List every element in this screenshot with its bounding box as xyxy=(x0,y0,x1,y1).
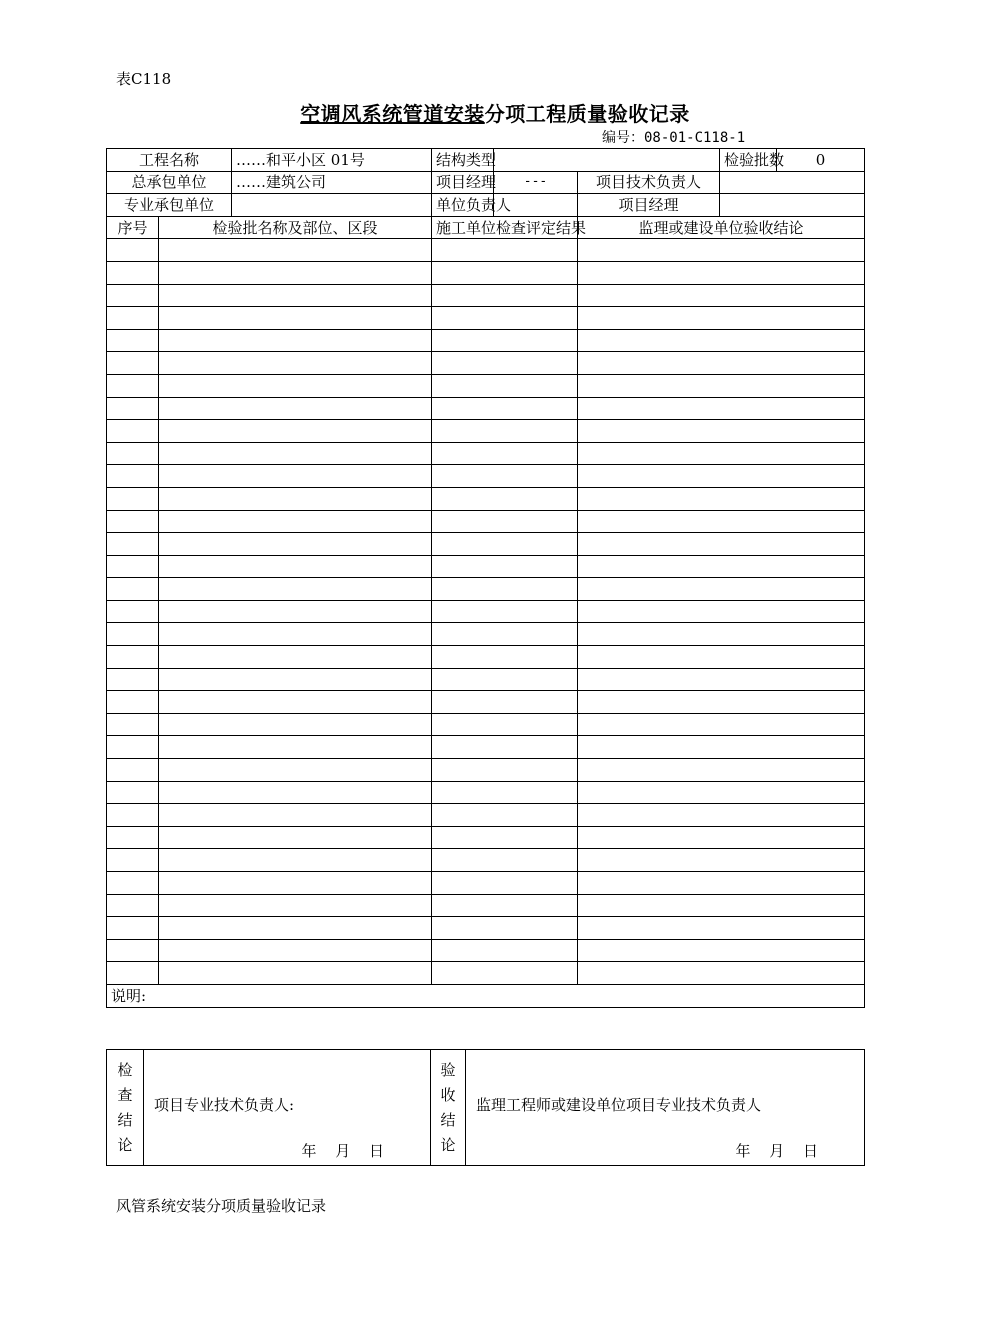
row-seq-cell[interactable] xyxy=(107,420,159,443)
row-seq-cell[interactable] xyxy=(107,510,159,533)
project-name-label: 工程名称 xyxy=(107,149,232,172)
inspection-signer-label: 项目专业技术负责人: xyxy=(154,1096,295,1114)
tech-lead-label: 项目技术负责人 xyxy=(578,171,720,194)
row-construction-result-cell[interactable] xyxy=(432,578,578,601)
row-construction-result-cell[interactable] xyxy=(432,917,578,940)
vertical-char: 检 xyxy=(117,1061,133,1079)
table-row xyxy=(107,939,865,962)
row-batch-name-cell[interactable] xyxy=(159,600,432,623)
row-seq-cell[interactable] xyxy=(107,939,159,962)
row-construction-result-cell[interactable] xyxy=(432,668,578,691)
row-seq-cell[interactable] xyxy=(107,442,159,465)
structure-type-field[interactable] xyxy=(494,149,720,172)
row-seq-cell[interactable] xyxy=(107,374,159,397)
table-row xyxy=(107,781,865,804)
table-row xyxy=(107,646,865,669)
row-supervision-result-cell[interactable] xyxy=(578,691,865,714)
vertical-char: 验 xyxy=(440,1061,456,1079)
row-seq-cell[interactable] xyxy=(107,533,159,556)
row-supervision-result-cell[interactable] xyxy=(578,962,865,985)
row-construction-result-cell[interactable] xyxy=(432,329,578,352)
table-row xyxy=(107,962,865,985)
row-supervision-result-cell[interactable] xyxy=(578,646,865,669)
row-supervision-result-cell[interactable] xyxy=(578,420,865,443)
row-construction-result-cell[interactable] xyxy=(432,442,578,465)
row-supervision-result-cell[interactable] xyxy=(578,284,865,307)
project-manager-field[interactable]: --- xyxy=(494,171,578,194)
row-construction-result-cell[interactable] xyxy=(432,374,578,397)
row-supervision-result-cell[interactable] xyxy=(578,600,865,623)
project-manager-label: 项目经理 xyxy=(432,171,494,194)
inspection-conclusion-area[interactable] xyxy=(144,1050,431,1166)
row-supervision-result-cell[interactable] xyxy=(578,804,865,827)
row-construction-result-cell[interactable] xyxy=(432,465,578,488)
general-contractor-field[interactable]: ……建筑公司 xyxy=(232,171,432,194)
row-construction-result-cell[interactable] xyxy=(432,397,578,420)
table-row xyxy=(107,261,865,284)
row-batch-name-cell[interactable] xyxy=(159,759,432,782)
document-number-value: 08-01-C118-1 xyxy=(644,130,746,146)
acceptance-signer-label: 监理工程师或建设单位项目专业技术负责人 xyxy=(476,1096,762,1114)
row-batch-name-cell[interactable] xyxy=(159,668,432,691)
structure-type-label: 结构类型 xyxy=(432,149,494,172)
table-row xyxy=(107,917,865,940)
row-seq-cell[interactable] xyxy=(107,646,159,669)
row-batch-name-cell[interactable] xyxy=(159,578,432,601)
row-supervision-result-cell[interactable] xyxy=(578,917,865,940)
acceptance-conclusion-area[interactable] xyxy=(466,1050,865,1166)
row-seq-cell[interactable] xyxy=(107,826,159,849)
row-supervision-result-cell[interactable] xyxy=(578,533,865,556)
inspection-date: 年 月 日 xyxy=(301,1142,384,1160)
row-seq-cell[interactable] xyxy=(107,465,159,488)
inspection-conclusion-vertical-text xyxy=(107,1050,143,1158)
table-row xyxy=(107,872,865,895)
table-row xyxy=(107,668,865,691)
row-seq-cell[interactable] xyxy=(107,239,159,262)
inspection-conclusion-label xyxy=(107,1050,144,1166)
row-seq-cell[interactable] xyxy=(107,894,159,917)
row-construction-result-cell[interactable] xyxy=(432,826,578,849)
row-construction-result-cell[interactable] xyxy=(432,713,578,736)
table-row xyxy=(107,623,865,646)
row-construction-result-cell[interactable] xyxy=(432,487,578,510)
table-row xyxy=(107,284,865,307)
acceptance-conclusion-vertical-text xyxy=(431,1050,465,1158)
col-header-supervision-result: 监理或建设单位验收结论 xyxy=(578,216,865,239)
table-row xyxy=(107,849,865,872)
row-batch-name-cell[interactable] xyxy=(159,487,432,510)
row-construction-result-cell[interactable] xyxy=(432,736,578,759)
row-seq-cell[interactable] xyxy=(107,781,159,804)
row-construction-result-cell[interactable] xyxy=(432,352,578,375)
row-batch-name-cell[interactable] xyxy=(159,623,432,646)
row-supervision-result-cell[interactable] xyxy=(578,352,865,375)
vertical-char: 结 xyxy=(117,1111,133,1129)
row-seq-cell[interactable] xyxy=(107,736,159,759)
row-supervision-result-cell[interactable] xyxy=(578,872,865,895)
row-supervision-result-cell[interactable] xyxy=(578,826,865,849)
row-seq-cell[interactable] xyxy=(107,759,159,782)
vertical-char: 收 xyxy=(440,1086,456,1104)
col-header-construction-result: 施工单位检查评定结果 xyxy=(432,216,578,239)
acceptance-date: 年 月 日 xyxy=(735,1142,818,1160)
row-supervision-result-cell[interactable] xyxy=(578,849,865,872)
conclusion-table xyxy=(106,1049,865,1166)
row-batch-name-cell[interactable] xyxy=(159,307,432,330)
row-supervision-result-cell[interactable] xyxy=(578,465,865,488)
col-header-batch-name: 检验批名称及部位、区段 xyxy=(159,216,432,239)
row-construction-result-cell[interactable] xyxy=(432,600,578,623)
row-batch-name-cell[interactable] xyxy=(159,533,432,556)
document-number xyxy=(602,127,745,147)
row-batch-name-cell[interactable] xyxy=(159,465,432,488)
row-seq-cell[interactable] xyxy=(107,804,159,827)
row-supervision-result-cell[interactable] xyxy=(578,578,865,601)
row-batch-name-cell[interactable] xyxy=(159,510,432,533)
row-construction-result-cell[interactable] xyxy=(432,894,578,917)
row-seq-cell[interactable] xyxy=(107,261,159,284)
row-construction-result-cell[interactable] xyxy=(432,872,578,895)
vertical-char: 结 xyxy=(440,1111,456,1129)
footer-caption: 风管系统安装分项质量验收记录 xyxy=(116,1197,327,1215)
table-row xyxy=(107,239,865,262)
row-batch-name-cell[interactable] xyxy=(159,646,432,669)
row-supervision-result-cell[interactable] xyxy=(578,555,865,578)
row-batch-name-cell[interactable] xyxy=(159,713,432,736)
table-row xyxy=(107,510,865,533)
vertical-char: 查 xyxy=(117,1086,133,1104)
acceptance-conclusion-label xyxy=(431,1050,466,1166)
row-batch-name-cell[interactable] xyxy=(159,917,432,940)
tech-lead-field[interactable] xyxy=(720,171,865,194)
subcontractor-field[interactable] xyxy=(232,194,432,217)
column-header-row xyxy=(107,216,865,239)
row-construction-result-cell[interactable] xyxy=(432,849,578,872)
row-supervision-result-cell[interactable] xyxy=(578,939,865,962)
batch-count-label: 检验批数 xyxy=(720,149,777,172)
row-seq-cell[interactable] xyxy=(107,352,159,375)
row-seq-cell[interactable] xyxy=(107,397,159,420)
sub-project-manager-label: 项目经理 xyxy=(578,194,720,217)
row-batch-name-cell[interactable] xyxy=(159,397,432,420)
row-supervision-result-cell[interactable] xyxy=(578,668,865,691)
row-batch-name-cell[interactable] xyxy=(159,894,432,917)
vertical-char: 论 xyxy=(440,1136,456,1154)
form-code: 表C118 xyxy=(116,70,172,88)
row-batch-name-cell[interactable] xyxy=(159,939,432,962)
row-construction-result-cell[interactable] xyxy=(432,510,578,533)
table-row xyxy=(107,329,865,352)
row-supervision-result-cell[interactable] xyxy=(578,374,865,397)
row-construction-result-cell[interactable] xyxy=(432,646,578,669)
row-batch-name-cell[interactable] xyxy=(159,352,432,375)
row-batch-name-cell[interactable] xyxy=(159,555,432,578)
row-batch-name-cell[interactable] xyxy=(159,962,432,985)
row-batch-name-cell[interactable] xyxy=(159,781,432,804)
row-construction-result-cell[interactable] xyxy=(432,623,578,646)
table-row xyxy=(107,397,865,420)
table-row xyxy=(107,442,865,465)
row-supervision-result-cell[interactable] xyxy=(578,329,865,352)
info-row-project xyxy=(107,149,865,172)
row-seq-cell[interactable] xyxy=(107,849,159,872)
info-row-contractor xyxy=(107,171,865,194)
data-rows xyxy=(107,239,865,985)
row-batch-name-cell[interactable] xyxy=(159,849,432,872)
row-supervision-result-cell[interactable] xyxy=(578,397,865,420)
table-row xyxy=(107,804,865,827)
row-supervision-result-cell[interactable] xyxy=(578,307,865,330)
general-contractor-label: 总承包单位 xyxy=(107,171,232,194)
row-batch-name-cell[interactable] xyxy=(159,284,432,307)
row-seq-cell[interactable] xyxy=(107,329,159,352)
row-batch-name-cell[interactable] xyxy=(159,261,432,284)
info-row-subcontractor xyxy=(107,194,865,217)
row-supervision-result-cell[interactable] xyxy=(578,759,865,782)
table-row xyxy=(107,759,865,782)
row-supervision-result-cell[interactable] xyxy=(578,781,865,804)
table-row xyxy=(107,465,865,488)
table-row xyxy=(107,487,865,510)
row-seq-cell[interactable] xyxy=(107,962,159,985)
row-construction-result-cell[interactable] xyxy=(432,420,578,443)
row-construction-result-cell[interactable] xyxy=(432,239,578,262)
row-seq-cell[interactable] xyxy=(107,917,159,940)
row-seq-cell[interactable] xyxy=(107,623,159,646)
row-construction-result-cell[interactable] xyxy=(432,307,578,330)
row-batch-name-cell[interactable] xyxy=(159,804,432,827)
col-header-seq: 序号 xyxy=(107,216,159,239)
row-construction-result-cell[interactable] xyxy=(432,691,578,714)
note-row xyxy=(107,984,865,1007)
row-supervision-result-cell[interactable] xyxy=(578,623,865,646)
row-batch-name-cell[interactable] xyxy=(159,239,432,262)
row-construction-result-cell[interactable] xyxy=(432,939,578,962)
row-batch-name-cell[interactable] xyxy=(159,736,432,759)
row-supervision-result-cell[interactable] xyxy=(578,736,865,759)
row-construction-result-cell[interactable] xyxy=(432,261,578,284)
row-construction-result-cell[interactable] xyxy=(432,962,578,985)
row-supervision-result-cell[interactable] xyxy=(578,261,865,284)
row-seq-cell[interactable] xyxy=(107,668,159,691)
vertical-char: 论 xyxy=(117,1136,133,1154)
row-supervision-result-cell[interactable] xyxy=(578,442,865,465)
table-row xyxy=(107,420,865,443)
subcontractor-label: 专业承包单位 xyxy=(107,194,232,217)
row-construction-result-cell[interactable] xyxy=(432,759,578,782)
title-underlined-part: 空调风系统管道安装 xyxy=(300,102,485,126)
row-construction-result-cell[interactable] xyxy=(432,284,578,307)
unit-lead-label: 单位负责人 xyxy=(432,194,494,217)
batch-count-field[interactable]: 0 xyxy=(777,149,865,172)
row-construction-result-cell[interactable] xyxy=(432,533,578,556)
table-row xyxy=(107,826,865,849)
project-name-field[interactable]: ……和平小区 01号 xyxy=(232,149,432,172)
table-row xyxy=(107,691,865,714)
row-seq-cell[interactable] xyxy=(107,872,159,895)
row-seq-cell[interactable] xyxy=(107,713,159,736)
note-label[interactable]: 说明: xyxy=(107,984,865,1007)
row-supervision-result-cell[interactable] xyxy=(578,487,865,510)
row-seq-cell[interactable] xyxy=(107,284,159,307)
page-title xyxy=(0,98,990,127)
table-row xyxy=(107,894,865,917)
row-construction-result-cell[interactable] xyxy=(432,555,578,578)
row-batch-name-cell[interactable] xyxy=(159,420,432,443)
row-batch-name-cell[interactable] xyxy=(159,872,432,895)
table-row xyxy=(107,555,865,578)
row-supervision-result-cell[interactable] xyxy=(578,713,865,736)
row-seq-cell[interactable] xyxy=(107,578,159,601)
table-row xyxy=(107,374,865,397)
row-batch-name-cell[interactable] xyxy=(159,442,432,465)
row-construction-result-cell[interactable] xyxy=(432,781,578,804)
table-row xyxy=(107,578,865,601)
table-row xyxy=(107,736,865,759)
title-rest: 分项工程质量验收记录 xyxy=(484,102,690,126)
row-supervision-result-cell[interactable] xyxy=(578,239,865,262)
row-seq-cell[interactable] xyxy=(107,307,159,330)
row-batch-name-cell[interactable] xyxy=(159,329,432,352)
document-number-label: 编号： xyxy=(602,130,644,146)
table-row xyxy=(107,307,865,330)
table-row xyxy=(107,713,865,736)
row-batch-name-cell[interactable] xyxy=(159,374,432,397)
row-seq-cell[interactable] xyxy=(107,691,159,714)
row-batch-name-cell[interactable] xyxy=(159,826,432,849)
row-supervision-result-cell[interactable] xyxy=(578,894,865,917)
table-row xyxy=(107,352,865,375)
table-row xyxy=(107,533,865,556)
row-seq-cell[interactable] xyxy=(107,487,159,510)
row-seq-cell[interactable] xyxy=(107,555,159,578)
acceptance-record-table xyxy=(106,148,865,1008)
table-row xyxy=(107,600,865,623)
row-supervision-result-cell[interactable] xyxy=(578,510,865,533)
row-seq-cell[interactable] xyxy=(107,600,159,623)
sub-project-manager-field[interactable] xyxy=(720,194,865,217)
row-batch-name-cell[interactable] xyxy=(159,691,432,714)
row-construction-result-cell[interactable] xyxy=(432,804,578,827)
